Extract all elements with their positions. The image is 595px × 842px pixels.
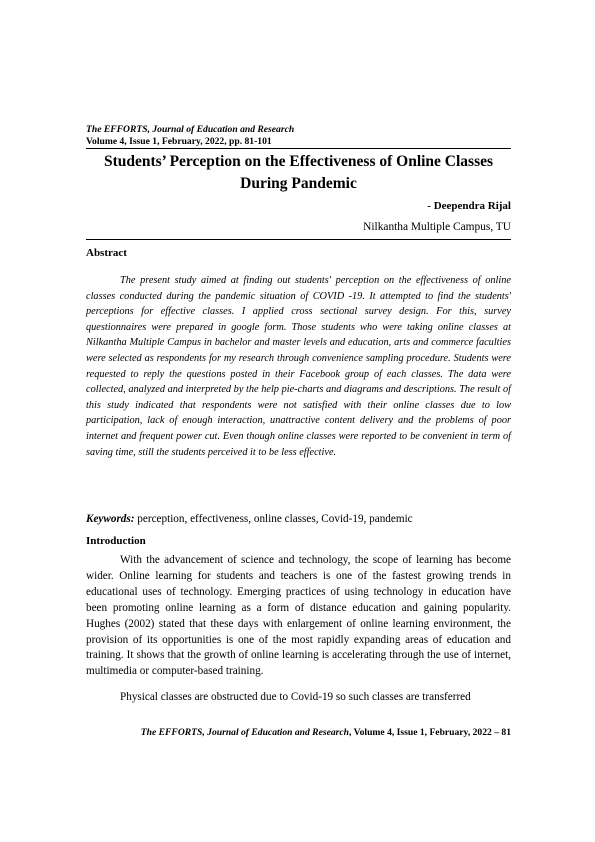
title-line-1: Students’ Perception on the Effectiveness of Online Classes	[103, 153, 494, 170]
author-name: - Deependra Rijal	[427, 200, 511, 212]
keywords-list: perception, effectiveness, online classes, Covid-19, pandemic	[134, 513, 413, 525]
abstract-heading: Abstract	[86, 247, 127, 259]
keywords-label: Keywords:	[86, 513, 135, 525]
abstract-text	[86, 273, 511, 460]
footer-journal: The EFFORTS, Journal of Education and Research	[140, 727, 349, 738]
keywords-line	[86, 513, 511, 525]
introduction-heading: Introduction	[86, 535, 146, 547]
paper-page	[86, 0, 511, 842]
journal-issue: Volume 4, Issue 1, February, 2022, pp. 81-101	[86, 136, 272, 147]
introduction-paragraph-1	[86, 553, 511, 680]
paragraph-1-body: With the advancement of science and technology, the scope of learning has become wider. Online learning for students and teachers is one of the fastest growing trends in educational uses of technology. Emerging practices of using technology in education have been promoting online learning as a form of distance education and gaining popularity. Hughes (2002) stated that these days with enlargement of online learning environment, the provision of its opportunities is one of the most rapidly expanding areas of education and training. It shows that the growth of online learning is accelerating through the use of internet, multimedia or computer-based training.	[86, 554, 511, 678]
header-rule	[86, 148, 511, 149]
footer-issue-page: , Volume 4, Issue 1, February, 2022 – 81	[348, 727, 511, 738]
page-footer	[141, 727, 511, 738]
journal-name: The EFFORTS, Journal of Education and Research	[86, 124, 295, 135]
abstract-body: The present study aimed at finding out students' perception on the effectiveness of online classes conducted during the pandemic situation of COVID -19. It attempted to find the students' perceptions for effective classes. I applied cross sectional survey design. For this, survey questionnaires were prepared in google form. Those students who were taking online classes at Nilkantha Multiple Campus in bachelor and master levels and education, arts and commerce faculties were selected as respondents for my research through convenience sampling procedure. Students were requested to reply the questions posted in their Facebook group of each classes. The data were collected, analyzed and interpreted by the help pie-charts and diagrams and descriptions. The result of this study indicated that respondents were not satisfied with their online classes due to low participation, lack of enough interaction, unattractive content delivery and the problems of poor internet and frequent power cut. Even though online classes were reported to be convenient in term of saving time, still the students perceived it to be less effective.	[86, 275, 511, 458]
title-rule	[86, 239, 511, 240]
title-line-2: During Pandemic	[240, 175, 357, 192]
article-title	[86, 151, 511, 195]
introduction-paragraph-2	[86, 690, 511, 706]
author-affiliation: Nilkantha Multiple Campus, TU	[363, 221, 511, 233]
paragraph-2-body: Physical classes are obstructed due to Covid-19 so such classes are transferred	[120, 691, 471, 703]
